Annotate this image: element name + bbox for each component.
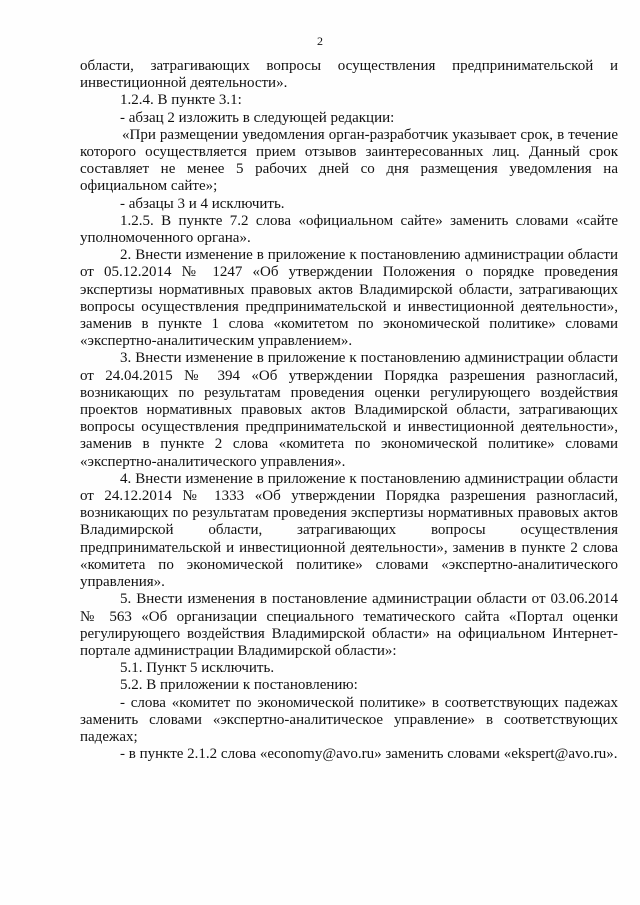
paragraph-quote-notification: «При размещении уведомления орган-разработчик указывает срок, в течение которого осуществляется прием отзывов заинтересованных лиц. Данный срок составляет не менее 5 рабочих дней со дня размещения уведомления на официальном сайте»; [80, 126, 618, 195]
document-body [80, 58, 618, 763]
paragraph-item-5: 5. Внести изменения в постановление администрации области от 03.06.2014 № 563 «Об организации специального тематического сайта «Портал оценки регулирующего воздействия Владимирской области» на официальном Интернет-портале администрации Владимирской области»: [80, 591, 618, 659]
paragraph-item-2: 2. Внести изменение в приложение к постановлению администрации области от 05.12.2014 № 1247 «Об утверждении Положения о порядке проведения экспертизы нормативных правовых актов Владимирской области, затрагивающих вопросы осуществления предпринимательской и инвестиционной деятельности», заменив в пункте 1 слова «комитетом по экономической политике» словами «экспертно-аналитическим управлением». [80, 247, 618, 350]
paragraph-5-2: 5.2. В приложении к постановлению: [120, 677, 358, 694]
paragraph-item-3: 3. Внести изменение в приложение к постановлению администрации области от 24.04.2015 № 394 «Об утверждении Порядка разрешения разногласий, возникающих по результатам проведения оценки регулирующего воздействия проектов нормативных правовых актов Владимирской области, затрагивающих вопросы осуществления предпринимательской и инвестиционной деятельности», заменив в пункте 2 слова «комитета по экономической политике» словами «экспертно-аналитического управления». [80, 350, 618, 470]
paragraph-continuation: области, затрагивающих вопросы осуществления предпринимательской и инвестиционной деятельности». [80, 58, 618, 92]
paragraph-abzac-2: - абзац 2 изложить в следующей редакции: [120, 109, 395, 126]
paragraph-item-4: 4. Внести изменение в приложение к постановлению администрации области от 24.12.2014 № 1333 «Об утверждении Порядка разрешения разногласий, возникающих по результатам проведения экспертизы нормативных правовых актов Владимирской области, затрагивающих вопросы осуществления предпринимательской и инвестиционной деятельности», заменив в пункте 2 слова «комитета по экономической политике» словами «экспертно-аналитического управления». [80, 470, 618, 591]
paragraph-5-1: 5.1. Пункт 5 исключить. [120, 660, 275, 677]
paragraph-padezhi: - слова «комитет по экономической политике» в соответствующих падежах заменить словами «экспертно-аналитическое управление» в соответствующих падежах; [80, 694, 618, 745]
paragraph-1-2-5: 1.2.5. В пункте 7.2 слова «официальном сайте» заменить словами «сайте уполномоченного органа». [80, 212, 618, 247]
page-number: 2 [317, 34, 323, 48]
paragraph-email: - в пункте 2.1.2 слова «economy@avo.ru» заменить словами «ekspert@avo.ru». [120, 746, 618, 763]
paragraph-abzacy-exclude: - абзацы 3 и 4 исключить. [120, 195, 285, 212]
paragraph-1-2-4: 1.2.4. В пункте 3.1: [120, 92, 242, 109]
